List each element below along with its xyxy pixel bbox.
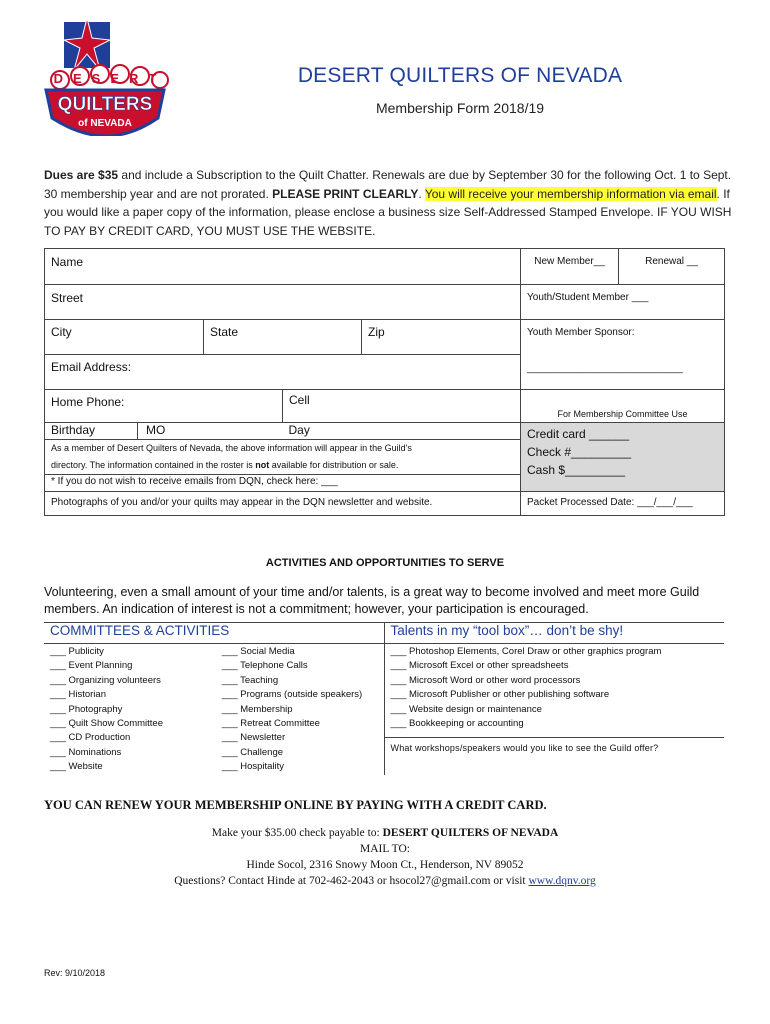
volunteer-paragraph: Volunteering, even a small amount of your time and/or talents, is a great way to become involved and meet more Guild members. An indication of interest is not a commitment; however, your participation is encouraged.: [44, 585, 700, 616]
intro-part1: and include a Subscription to the Quilt Chatter. Renewals are due by September 30 for the following Oct. 1 to Sept. 30 membership year and are not prorated.: [44, 168, 732, 201]
committee-item[interactable]: ___ Organizing volunteers: [50, 674, 161, 686]
state-label: State: [210, 325, 239, 339]
committee-item[interactable]: ___ Retreat Committee: [221, 718, 320, 730]
questions-line: Questions? Contact Hinde at 702-462-2043 or hsocol27@gmail.com or visit www.dqnv.org: [174, 875, 596, 887]
new-member-label: New Member__: [534, 256, 605, 267]
committees-heading: COMMITTEES & ACTIVITIES: [44, 623, 384, 644]
page-title: DESERT QUILTERS OF NEVADA: [297, 64, 623, 87]
committee-item[interactable]: ___ Programs (outside speakers): [221, 689, 363, 701]
logo-quilters-text: QUILTERS: [57, 94, 153, 115]
committee-use-header: [521, 390, 725, 423]
committee-item[interactable]: ___ Newsletter: [221, 732, 286, 744]
activities-heading: ACTIVITIES AND OPPORTUNITIES TO SERVE: [265, 557, 505, 569]
name-label: Name: [51, 255, 84, 269]
member-info-table: [44, 248, 725, 516]
home-phone-label: Home Phone:: [51, 395, 125, 409]
committee-item[interactable]: ___ Membership: [221, 703, 293, 715]
star-icon: [64, 18, 110, 70]
committee-item[interactable]: ___ Event Planning: [50, 660, 133, 672]
website-link[interactable]: www.dqnv.org: [528, 875, 596, 887]
payable-name: DESERT QUILTERS OF NEVADA: [382, 827, 559, 839]
credit-card-line[interactable]: Credit card ______: [527, 427, 630, 441]
birthday-field[interactable]: [45, 423, 138, 440]
committee-item[interactable]: ___ Historian: [50, 689, 106, 701]
street-label: Street: [51, 291, 84, 305]
photo-notice: [45, 492, 521, 516]
mailing-address: Hinde Socol, 2316 Snowy Moon Ct., Henderson, NV 89052: [246, 859, 524, 871]
logo-nevada-text: of NEVADA: [78, 118, 132, 129]
committee-item[interactable]: ___ Website: [50, 761, 103, 773]
cell-field[interactable]: [283, 390, 521, 423]
packet-processed[interactable]: [521, 492, 725, 516]
street-field[interactable]: [45, 285, 521, 320]
committee-item[interactable]: ___ Telephone Calls: [221, 660, 308, 672]
roster-line-1: As a member of Desert Quilters of Nevada, the above information will appear in the Guild's: [51, 443, 412, 453]
talent-item[interactable]: ___ Microsoft Word or other word processors: [390, 674, 581, 686]
page-subtitle: Membership Form 2018/19: [375, 100, 545, 116]
birthday-month[interactable]: [138, 423, 283, 440]
check-line[interactable]: Check #_________: [527, 445, 632, 459]
email-info-highlight: You will receive your membership information via email: [424, 186, 717, 201]
workshops-question: What workshops/speakers would you like to see the Guild offer?: [390, 743, 659, 754]
talent-item[interactable]: ___ Microsoft Excel or other spreadsheets: [390, 660, 569, 672]
no-emails-option[interactable]: [45, 475, 521, 492]
workshops-field[interactable]: [384, 738, 724, 775]
packet-processed-label: Packet Processed Date: ___/___/___: [527, 497, 693, 508]
committee-item[interactable]: ___ Photography: [50, 703, 123, 715]
talents-list: [384, 644, 724, 738]
committees-table: [44, 622, 724, 775]
mail-to: MAIL TO:: [360, 843, 410, 855]
renewal-option[interactable]: [619, 249, 725, 285]
committee-item[interactable]: ___ Teaching: [221, 674, 279, 686]
talent-item[interactable]: ___ Bookkeeping or accounting: [390, 718, 524, 730]
email-label: Email Address:: [51, 360, 132, 374]
committees-col-2: [212, 645, 384, 775]
committee-item[interactable]: ___ Quilt Show Committee: [50, 718, 163, 730]
intro-part3: . If you would like a paper copy of the information, please enclose a business size Self-Addressed Stamped Envelope. IF YOU WISH TO PAY BY CREDIT CARD, YOU MUST USE THE WEBSITE.: [44, 186, 732, 238]
committee-item[interactable]: ___ Social Media: [221, 646, 295, 657]
dues-text: Dues are $35: [44, 168, 119, 182]
no-emails-label: * If you do not wish to receive emails from DQN, check here: ___: [51, 476, 338, 487]
sponsor-line: ____________________________: [527, 363, 683, 374]
youth-student-label: Youth/Student Member ___: [527, 292, 649, 303]
renew-online-notice: YOU CAN RENEW YOUR MEMBERSHIP ONLINE BY PAYING WITH A CREDIT CARD.: [44, 798, 547, 812]
birthday-day[interactable]: [283, 423, 521, 440]
roster-line-2: directory. The information contained in the roster is not available for distribution or sale.: [51, 460, 399, 470]
youth-student-option[interactable]: [521, 285, 725, 320]
committee-item[interactable]: ___ Nominations: [50, 746, 122, 758]
email-field[interactable]: [45, 355, 521, 390]
talent-item[interactable]: ___ Microsoft Publisher or other publishing software: [390, 689, 610, 701]
birthday-label: Birthday: [51, 423, 96, 437]
cell-label: Cell: [289, 393, 310, 407]
photo-notice-text: Photographs of you and/or your quilts may appear in the DQN newsletter and website.: [51, 497, 433, 508]
committee-item[interactable]: ___ Challenge: [221, 746, 284, 758]
committee-use-label: For Membership Committee Use: [557, 409, 688, 419]
cash-line[interactable]: Cash $_________: [527, 463, 626, 477]
print-clearly: PLEASE PRINT CLEARLY: [272, 186, 419, 201]
day-label: Day: [288, 423, 310, 437]
committees-lists: [44, 644, 384, 775]
state-field[interactable]: [204, 320, 362, 355]
committee-item[interactable]: ___ Hospitality: [221, 761, 285, 773]
youth-sponsor-field[interactable]: [521, 320, 725, 390]
talent-item[interactable]: ___ Website design or maintenance: [390, 703, 542, 715]
renewal-label: Renewal __: [645, 256, 698, 267]
intro-paragraph: [44, 166, 734, 240]
logo-desert-text: DESERT: [53, 71, 167, 86]
intro-part2: .: [418, 186, 425, 201]
home-phone-field[interactable]: [45, 390, 283, 423]
youth-sponsor-label: Youth Member Sponsor:: [527, 327, 635, 338]
talents-heading: Talents in my “tool box”… don’t be shy!: [384, 623, 724, 644]
committee-item[interactable]: ___ Publicity: [50, 646, 104, 657]
roster-notice: [45, 440, 521, 475]
committee-item[interactable]: ___ CD Production: [50, 732, 131, 744]
city-label: City: [51, 325, 72, 339]
talent-item[interactable]: ___ Photoshop Elements, Corel Draw or other graphics program: [390, 646, 662, 657]
new-member-option[interactable]: [521, 249, 619, 285]
zip-label: Zip: [368, 325, 385, 339]
revision-date: Rev: 9/10/2018: [44, 968, 106, 978]
city-field[interactable]: [45, 320, 204, 355]
payment-box: [521, 423, 725, 492]
committees-col-1: [44, 645, 212, 775]
payable-line: Make your $35.00 check payable to: DESERT QUILTERS OF NEVADA: [211, 827, 559, 839]
mo-label: MO: [146, 423, 166, 437]
zip-field[interactable]: [362, 320, 521, 355]
name-field[interactable]: [45, 249, 521, 285]
